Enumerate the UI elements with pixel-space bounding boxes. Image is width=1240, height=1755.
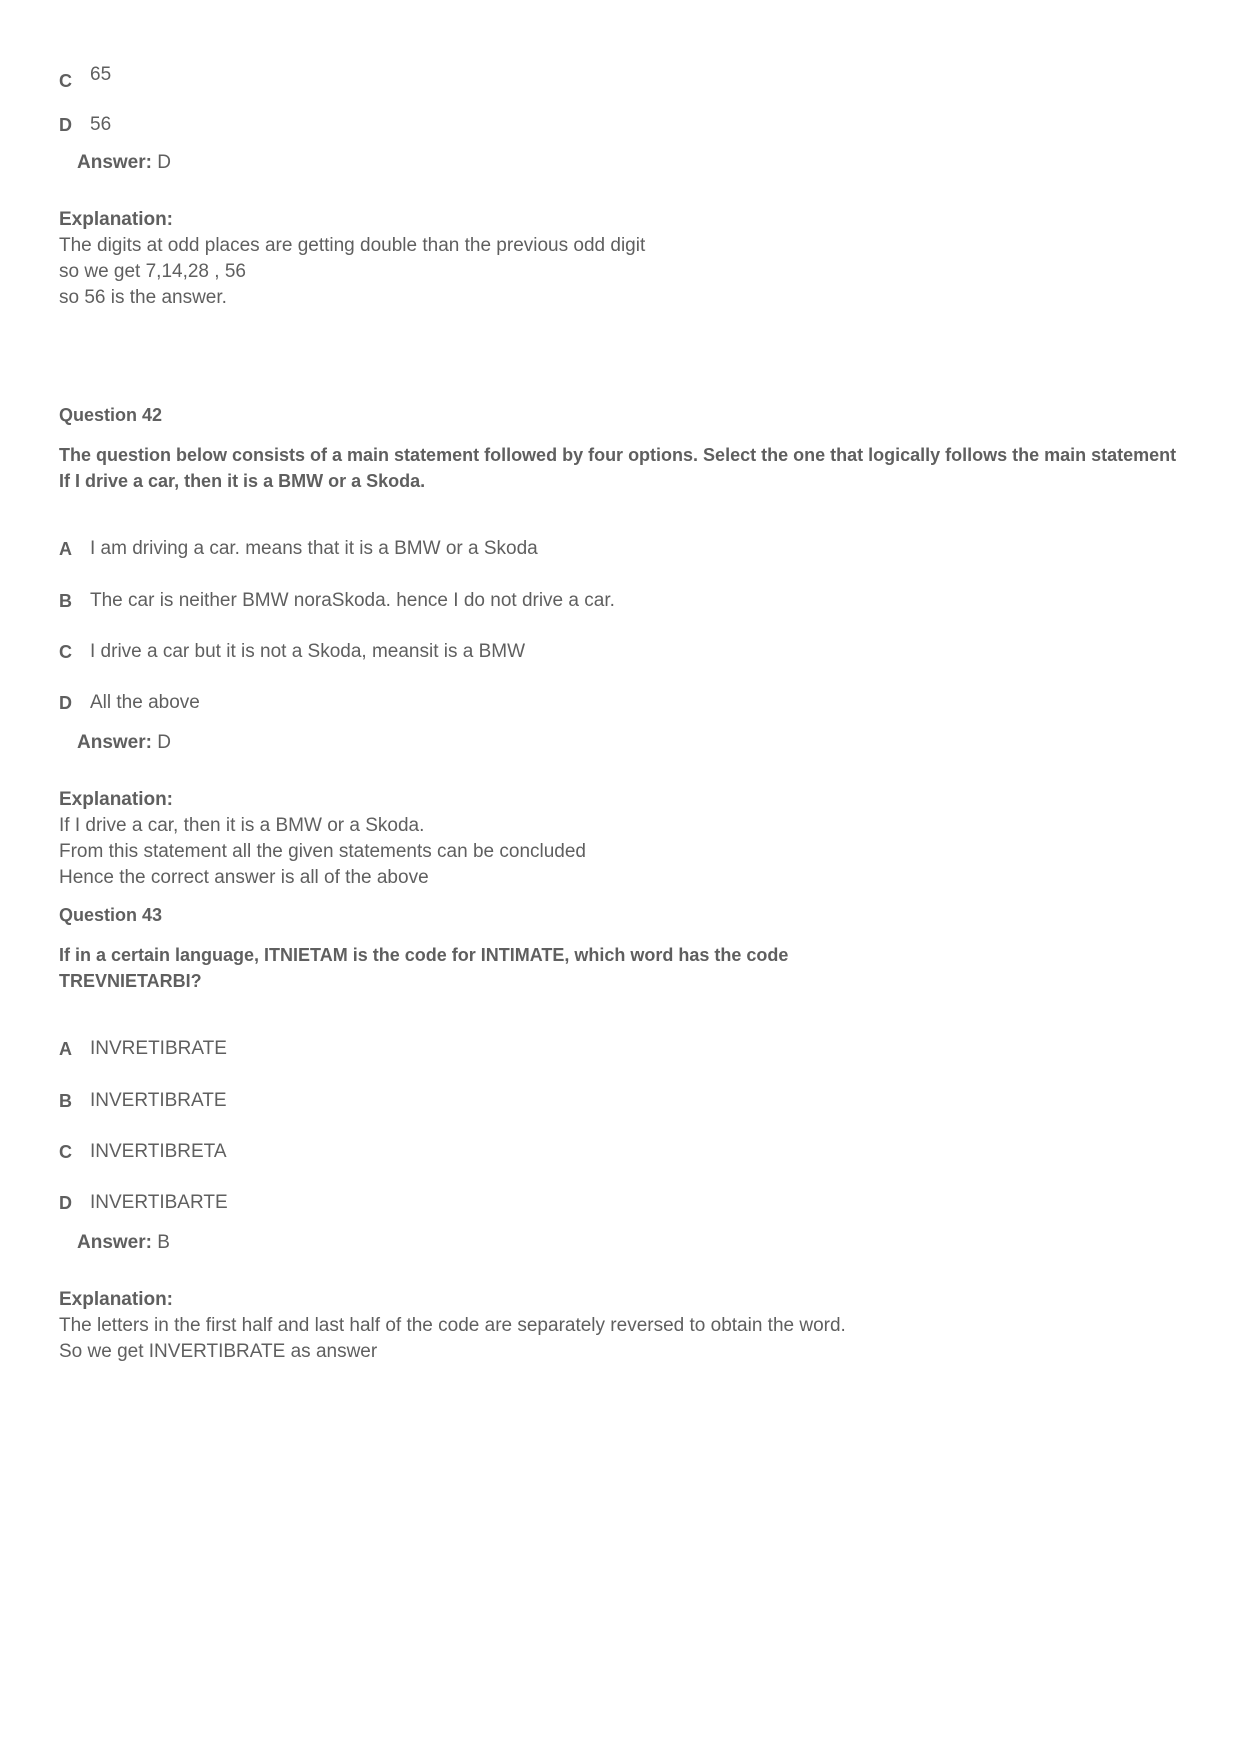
answer-label: Answer: [77, 1232, 152, 1253]
explanation-label: Explanation: [59, 789, 174, 810]
question-text-line: If I drive a car, then it is a BMW or a Skoda. [59, 471, 426, 491]
explanation-line: So we get INVERTIBRATE as answer [59, 1341, 378, 1362]
question-text-line: The question below consists of a main statement followed by four options. Select the one that logically follows the main statement [59, 445, 1177, 465]
option-letter: A [59, 539, 72, 559]
question-text [59, 942, 1189, 994]
option-text: I am driving a car. means that it is a BMW or a Skoda [90, 538, 538, 559]
answer-value: D [157, 152, 171, 173]
option-text: 65 [90, 64, 112, 85]
option-text: INVERTIBRATE [90, 1090, 227, 1111]
explanation-line: Hence the correct answer is all of the above [59, 867, 429, 888]
explanation-line: The digits at odd places are getting double than the previous odd digit [59, 235, 646, 256]
answer-label: Answer: [77, 152, 152, 173]
answer-value: B [157, 1232, 170, 1253]
answer-value: D [157, 732, 171, 753]
explanation-line: If I drive a car, then it is a BMW or a Skoda. [59, 815, 425, 836]
question-text-line: TREVNIETARBI? [59, 971, 202, 991]
option-text: The car is neither BMW noraSkoda. hence I do not drive a car. [90, 590, 615, 611]
option-letter: B [59, 591, 72, 611]
explanation-label: Explanation: [59, 209, 174, 230]
option-text: INVRETIBRATE [90, 1038, 227, 1059]
option-text: INVERTIBRETA [90, 1141, 227, 1162]
question-text [59, 442, 1189, 494]
explanation-line: so 56 is the answer. [59, 287, 227, 308]
option-letter: D [59, 693, 72, 713]
option-letter: A [59, 1039, 72, 1059]
option-text: All the above [90, 692, 200, 713]
option-text: INVERTIBARTE [90, 1192, 228, 1213]
question-title: Question 42 [59, 405, 163, 425]
option-letter: C [59, 1142, 72, 1162]
explanation-line: From this statement all the given statements can be concluded [59, 841, 586, 862]
option-letter: C [59, 71, 72, 91]
answer-line [77, 732, 171, 754]
answer-label: Answer: [77, 732, 152, 753]
explanation-label: Explanation: [59, 1289, 174, 1310]
answer-line [77, 1232, 170, 1254]
explanation-line: The letters in the first half and last half of the code are separately reversed to obtain the word. [59, 1315, 846, 1336]
option-letter: D [59, 115, 72, 135]
option-letter: C [59, 642, 72, 662]
option-text: I drive a car but it is not a Skoda, meansit is a BMW [90, 641, 526, 662]
question-text-line: If in a certain language, ITNIETAM is the code for INTIMATE, which word has the code [59, 945, 789, 965]
option-letter: D [59, 1193, 72, 1213]
option-text: 56 [90, 114, 112, 135]
answer-line [77, 152, 171, 174]
explanation-line: so we get 7,14,28 , 56 [59, 261, 246, 282]
question-title: Question 43 [59, 905, 163, 925]
option-letter: B [59, 1091, 72, 1111]
